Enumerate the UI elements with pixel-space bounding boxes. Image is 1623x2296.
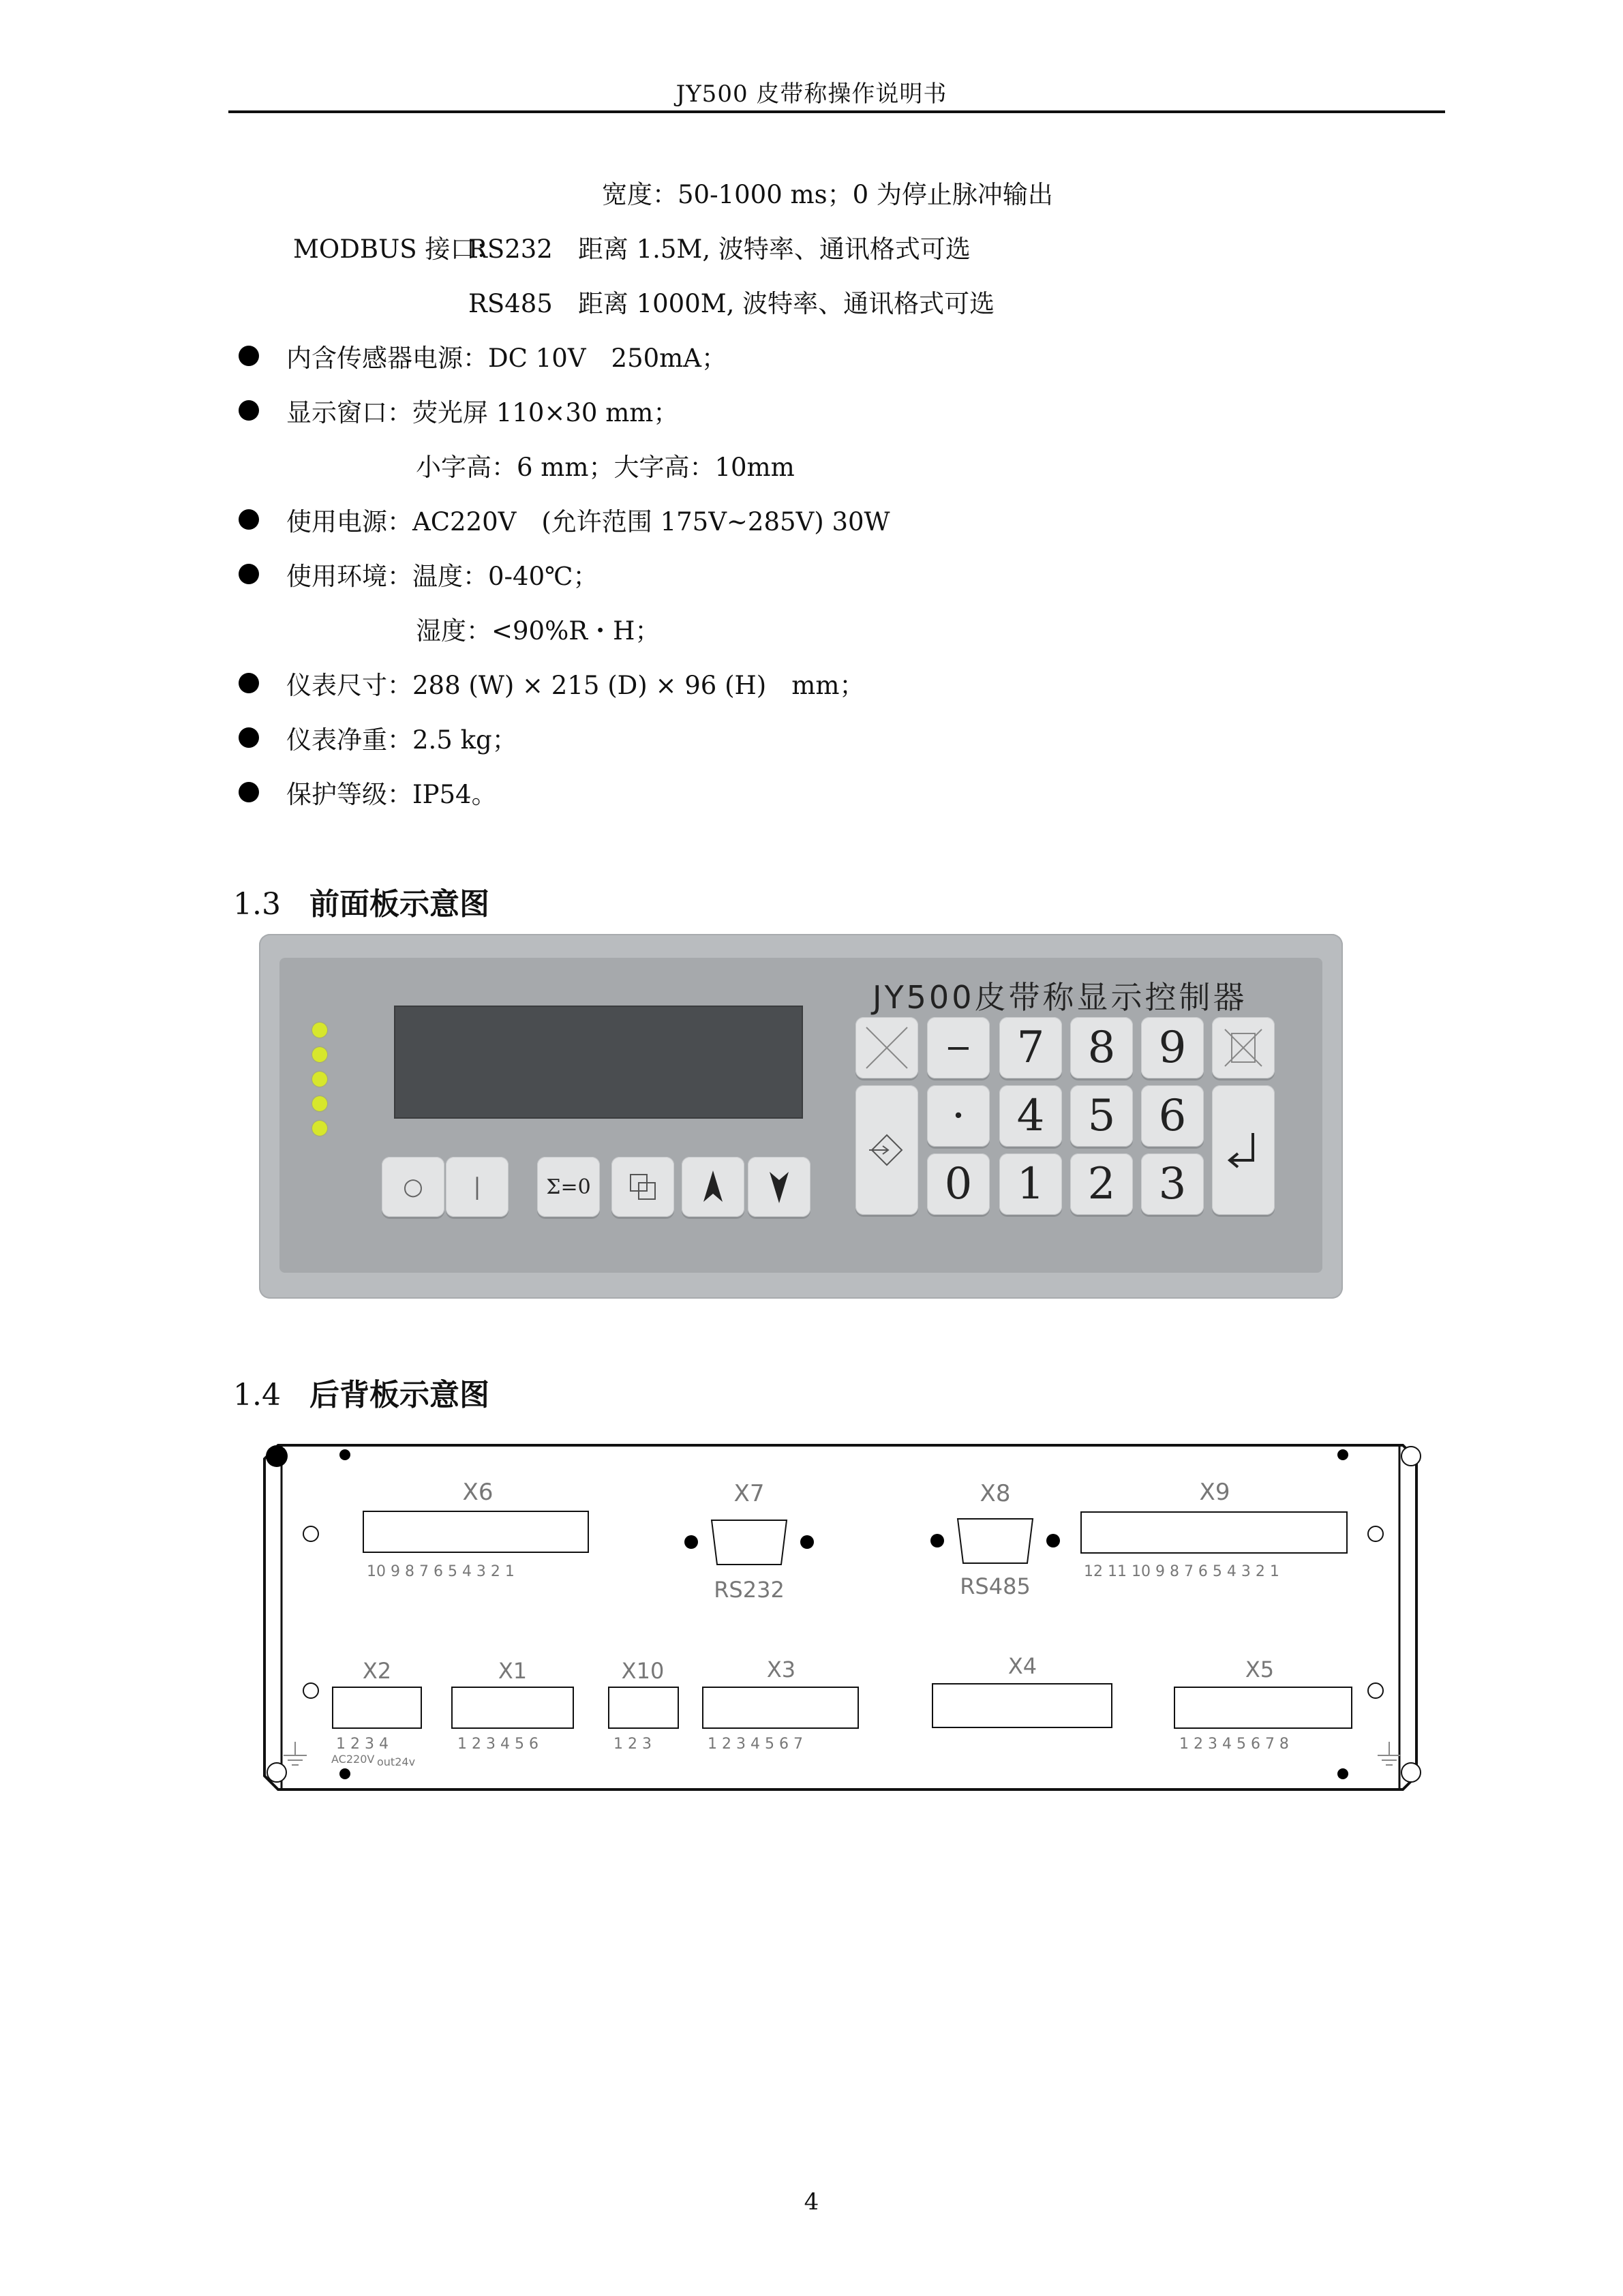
digit-0-key[interactable] (927, 1153, 990, 1215)
clear-button[interactable] (1212, 1017, 1275, 1078)
back-panel-illustration (258, 1432, 1430, 1800)
status-led-icon (312, 1096, 327, 1111)
spec-environment-humidity: 湿度：<90%R・H； (416, 616, 661, 646)
section-number: 1.3 (233, 887, 281, 922)
status-led-icon (312, 1047, 327, 1062)
power-off-button[interactable] (382, 1157, 444, 1217)
front-panel-brand-label: JY500皮带称显示控制器 (873, 979, 1247, 1016)
connector-x5-label: X5 (1245, 1657, 1275, 1682)
status-led-icon (312, 1072, 327, 1087)
digit-8-key[interactable] (1070, 1017, 1133, 1078)
connector-x7-label: X7 (733, 1480, 765, 1507)
spec-modbus-label: MODBUS 接口： (293, 235, 501, 264)
enter-button[interactable] (1212, 1085, 1275, 1215)
bullet-icon (239, 564, 259, 584)
connector-x1 (452, 1687, 573, 1728)
key-label: 9 (1158, 1023, 1187, 1073)
spec-net-weight: 仪表净重：2.5 kg； (286, 725, 517, 755)
connector-x2 (333, 1687, 421, 1728)
key-label: 6 (1158, 1091, 1187, 1141)
bullet-icon (239, 727, 259, 748)
connector-x10-label: X10 (621, 1658, 665, 1684)
down-arrow-button[interactable] (748, 1157, 810, 1217)
header-divider (228, 110, 1445, 113)
clear-icon (1219, 1024, 1267, 1072)
connector-x2-label: X2 (362, 1658, 392, 1684)
key-label: 7 (1016, 1023, 1045, 1073)
connector-x3-pins: 1 2 3 4 5 6 7 (708, 1736, 803, 1753)
spec-pulse-width: 宽度：50-1000 ms；0 为停止脉冲输出 (602, 180, 1053, 209)
connector-x6-pins: 10 9 8 7 6 5 4 3 2 1 (367, 1563, 515, 1580)
minus-key[interactable] (927, 1017, 990, 1078)
input-mode-button[interactable] (855, 1085, 918, 1215)
connector-x10-pins: 1 2 3 (613, 1736, 652, 1753)
connector-x4 (932, 1684, 1112, 1727)
power-on-button[interactable] (446, 1157, 509, 1217)
key-label: 2 (1087, 1159, 1116, 1209)
connector-x2-sub2: out24v (377, 1755, 416, 1768)
connector-x2-pins: 1 2 3 4 (336, 1736, 389, 1753)
connector-x5 (1174, 1687, 1352, 1728)
key-label: 0 (944, 1159, 973, 1209)
bullet-icon (239, 509, 259, 530)
spec-modbus-rs485: RS485 距离 1000M, 波特率、通讯格式可选 (468, 289, 995, 318)
connector-x1-label: X1 (498, 1658, 528, 1684)
digit-2-key[interactable] (1070, 1153, 1133, 1215)
connector-x9 (1081, 1512, 1347, 1553)
section-number: 1.4 (233, 1378, 281, 1413)
zero-total-button[interactable] (537, 1157, 600, 1217)
connector-x9-pins: 12 11 10 9 8 7 6 5 4 3 2 1 (1084, 1563, 1279, 1580)
spec-modbus-rs232: RS232 距离 1.5M, 波特率、通讯格式可选 (468, 235, 971, 264)
lcd-display (394, 1006, 803, 1119)
cross-icon (863, 1024, 911, 1072)
key-label: 4 (1016, 1091, 1045, 1141)
section-heading-front-panel (233, 879, 489, 923)
connector-x8-db9 (958, 1519, 1033, 1563)
connector-x3-label: X3 (766, 1657, 796, 1682)
connector-x6 (363, 1511, 588, 1552)
connector-x7-sub: RS232 (714, 1577, 785, 1603)
connector-x8-sub: RS485 (960, 1573, 1031, 1599)
connector-x4-label: X4 (1007, 1653, 1037, 1679)
enter-icon (1223, 1126, 1264, 1174)
connector-x3 (703, 1687, 858, 1728)
bullet-icon (239, 782, 259, 802)
connector-x7-db9 (712, 1520, 787, 1565)
spec-display-window: 显示窗口：荧光屏 110×30 mm； (286, 398, 679, 427)
digit-3-key[interactable] (1141, 1153, 1204, 1215)
status-led-icon (312, 1121, 327, 1136)
document-header-title: JY500 皮带称操作说明书 (676, 80, 947, 108)
connector-x10 (609, 1687, 678, 1728)
key-label: 1 (1016, 1159, 1045, 1209)
digit-5-key[interactable] (1070, 1085, 1133, 1147)
section-title: 前面板示意图 (309, 887, 489, 922)
section-title: 后背板示意图 (309, 1378, 489, 1413)
connector-x2-sub1: AC220V (331, 1753, 375, 1766)
digit-9-key[interactable] (1141, 1017, 1204, 1078)
key-label: 5 (1087, 1091, 1116, 1141)
key-label: 3 (1158, 1159, 1187, 1209)
connector-x9-label: X9 (1199, 1479, 1230, 1506)
digit-7-key[interactable] (999, 1017, 1062, 1078)
key-label: · (951, 1091, 966, 1141)
digit-4-key[interactable] (999, 1085, 1062, 1147)
bullet-icon (239, 673, 259, 693)
overlap-squares-icon (626, 1170, 659, 1203)
key-label: − (944, 1029, 973, 1067)
digit-1-key[interactable] (999, 1153, 1062, 1215)
connector-x1-pins: 1 2 3 4 5 6 (457, 1736, 539, 1753)
spec-dimensions: 仪表尺寸：288 (W) × 215 (D) × 96 (H) mm； (286, 671, 865, 700)
spec-font-height: 小字高：6 mm；大字高：10mm (416, 453, 795, 482)
bullet-icon (239, 346, 259, 366)
connector-x5-pins: 1 2 3 4 5 6 7 8 (1179, 1736, 1289, 1753)
connector-x8-label: X8 (980, 1480, 1011, 1507)
connector-x6-label: X6 (462, 1479, 494, 1506)
bullet-icon (239, 400, 259, 421)
spec-power-supply: 使用电源：AC220V (允许范围 175V~285V) 30W (286, 507, 890, 537)
status-led-icon (312, 1023, 327, 1038)
spec-protection: 保护等级：IP54。 (286, 780, 497, 809)
spec-environment-temp: 使用环境：温度：0-40℃； (286, 562, 598, 591)
decimal-point-key[interactable] (927, 1085, 990, 1147)
on-label: | (473, 1173, 481, 1200)
page-number: 4 (804, 2188, 819, 2216)
section-heading-back-panel (233, 1370, 489, 1414)
key-label: 8 (1087, 1023, 1116, 1073)
off-label: ○ (403, 1173, 423, 1200)
diamond-arrow-icon (866, 1130, 907, 1170)
cancel-button[interactable] (855, 1017, 918, 1078)
copy-overlap-button[interactable] (611, 1157, 674, 1217)
up-arrow-button[interactable] (682, 1157, 744, 1217)
arrow-up-icon (699, 1168, 727, 1206)
spec-sensor-power: 内含传感器电源：DC 10V 250mA； (286, 344, 727, 373)
zero-label: Σ=0 (546, 1175, 591, 1199)
arrow-down-icon (765, 1168, 793, 1206)
digit-6-key[interactable] (1141, 1085, 1204, 1147)
back-panel-drawing (258, 1432, 1430, 1800)
